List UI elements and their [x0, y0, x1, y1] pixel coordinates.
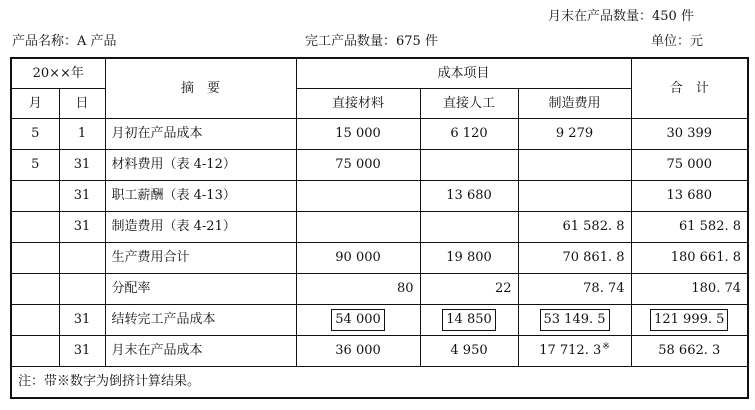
row-material: 75 000	[296, 150, 420, 181]
boxed-labor-value: 14 850	[442, 309, 496, 331]
currency-unit: 单位：元	[651, 34, 704, 49]
row-labor: 4 950	[420, 336, 518, 367]
row-overhead	[518, 181, 631, 212]
row-material	[296, 212, 420, 243]
row-labor: 22	[420, 274, 518, 305]
row-description: 结转完工产品成本	[105, 305, 296, 336]
table-note: 注：带※数字为倒挤计算结果。	[11, 367, 748, 399]
row-month	[11, 181, 59, 212]
row-overhead-cell	[518, 305, 631, 336]
row-day: 31	[59, 305, 105, 336]
row-description: 月末在产品成本	[105, 336, 296, 367]
row-day: 31	[59, 181, 105, 212]
month-header: 月	[11, 89, 59, 119]
row-description: 制造费用（表 4-21）	[105, 212, 296, 243]
table-row	[11, 274, 748, 305]
boxed-material-value: 54 000	[331, 309, 385, 331]
table-row	[11, 119, 748, 150]
row-description: 分配率	[105, 274, 296, 305]
cost-items-header: 成本项目	[296, 58, 631, 89]
row-overhead	[518, 150, 631, 181]
row-overhead: 70 861. 8	[518, 243, 631, 274]
row-material-cell	[296, 305, 420, 336]
row-overhead: 78. 74	[518, 274, 631, 305]
day-header: 日	[59, 89, 105, 119]
row-month	[11, 274, 59, 305]
row-month: 5	[11, 119, 59, 150]
row-material	[296, 181, 420, 212]
summary-header: 摘 要	[105, 58, 296, 119]
total-header: 合 计	[631, 58, 748, 119]
row-overhead: 9 279	[518, 119, 631, 150]
table-row	[11, 181, 748, 212]
boxed-total-value: 121 999. 5	[650, 309, 728, 331]
row-total-cell	[631, 305, 748, 336]
month-end-wip-quantity: 月末在产品数量：450 件	[548, 9, 694, 24]
row-labor-cell	[420, 305, 518, 336]
table-row	[11, 336, 748, 367]
product-name: 产品名称：A 产品	[12, 34, 117, 49]
row-overhead: 17 712. 3	[539, 343, 602, 358]
row-description: 月初在产品成本	[105, 119, 296, 150]
overhead-header: 制造费用	[518, 89, 631, 119]
material-header: 直接材料	[296, 89, 420, 119]
row-day: 31	[59, 336, 105, 367]
row-total: 61 582. 8	[631, 212, 748, 243]
row-material: 15 000	[296, 119, 420, 150]
row-material: 80	[296, 274, 420, 305]
row-month	[11, 243, 59, 274]
row-month	[11, 336, 59, 367]
row-description: 材料费用（表 4-12）	[105, 150, 296, 181]
year-header: 20××年	[11, 58, 105, 89]
row-day: 31	[59, 212, 105, 243]
row-description: 生产费用合计	[105, 243, 296, 274]
table-row	[11, 243, 748, 274]
table-row	[11, 305, 748, 336]
row-labor: 19 800	[420, 243, 518, 274]
row-labor: 13 680	[420, 181, 518, 212]
row-overhead: 61 582. 8	[518, 212, 631, 243]
row-total: 180. 74	[631, 274, 748, 305]
labor-header: 直接人工	[420, 89, 518, 119]
row-description: 职工薪酬（表 4-13）	[105, 181, 296, 212]
row-labor	[420, 212, 518, 243]
row-total: 13 680	[631, 181, 748, 212]
row-overhead-cell	[518, 336, 631, 367]
row-total: 30 399	[631, 119, 748, 150]
derived-mark: ※	[602, 341, 610, 352]
row-month	[11, 305, 59, 336]
row-month: 5	[11, 150, 59, 181]
row-total: 75 000	[631, 150, 748, 181]
table-row	[11, 212, 748, 243]
row-month	[11, 212, 59, 243]
row-total: 180 661. 8	[631, 243, 748, 274]
row-day: 31	[59, 150, 105, 181]
note-row	[11, 367, 748, 399]
cost-allocation-table	[10, 57, 749, 399]
boxed-overhead-value: 53 149. 5	[540, 309, 610, 331]
row-day: 1	[59, 119, 105, 150]
row-total: 58 662. 3	[631, 336, 748, 367]
row-material: 90 000	[296, 243, 420, 274]
completed-quantity: 完工产品数量：675 件	[305, 34, 438, 49]
table-row	[11, 150, 748, 181]
row-day	[59, 243, 105, 274]
row-labor: 6 120	[420, 119, 518, 150]
row-material: 36 000	[296, 336, 420, 367]
row-day	[59, 274, 105, 305]
row-labor	[420, 150, 518, 181]
